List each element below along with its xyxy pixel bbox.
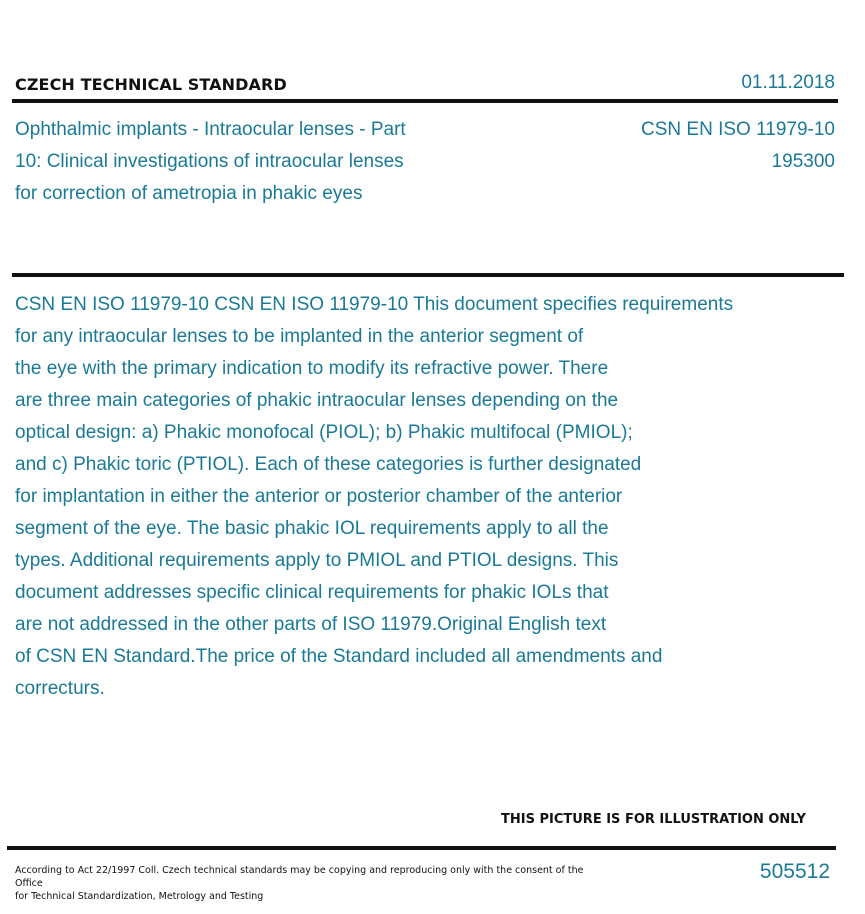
header-title: CZECH TECHNICAL STANDARD xyxy=(15,75,287,94)
footer-divider xyxy=(7,846,836,850)
document-code-block xyxy=(641,114,835,178)
document-class-number: 195300 xyxy=(771,151,835,172)
header-date: 01.11.2018 xyxy=(741,72,835,93)
document-title-line: for correction of ametropia in phakic eyes xyxy=(15,183,363,204)
product-number: 505512 xyxy=(759,860,830,883)
legal-notice-line: According to Act 22/1997 Coll. Czech technical standards may be copying and reproducing only with the consent of the Office xyxy=(15,865,584,889)
abstract-text: CSN EN ISO 11979-10 CSN EN ISO 11979-10 This document specifies requirements for any intraocular lenses to be implanted in the anterior segment of the eye with the primary indication to modify its refractive power. There are three main categories of phakic intraocular lenses depending on the optical design: a) Phakic monofocal (PIOL); b) Phakic multifocal (PMIOL); and c) Phakic toric (PTIOL). Each of these categories is further designated for implantation in either the anterior or posterior chamber of the anterior segment of the eye. The basic phakic IOL requirements apply to all the types. Additional requirements apply to PMIOL and PTIOL designs. This document addresses specific clinical requirements for phakic IOLs that are not addressed in the other parts of ISO 11979.Original English text of CSN EN Standard.The price of the Standard included all amendments and correcturs. xyxy=(15,294,734,699)
document-title-line: Ophthalmic implants - Intraocular lenses - Part xyxy=(15,119,406,140)
legal-notice-line: for Technical Standardization, Metrology and Testing xyxy=(15,891,264,902)
illustration-note: THIS PICTURE IS FOR ILLUSTRATION ONLY xyxy=(501,812,806,827)
document-title xyxy=(15,114,485,210)
header-divider xyxy=(12,99,838,103)
document-title-line: 10: Clinical investigations of intraocular lenses xyxy=(15,151,404,172)
section-divider xyxy=(12,273,844,277)
document-code: CSN EN ISO 11979-10 xyxy=(641,119,835,140)
legal-notice xyxy=(15,864,585,903)
